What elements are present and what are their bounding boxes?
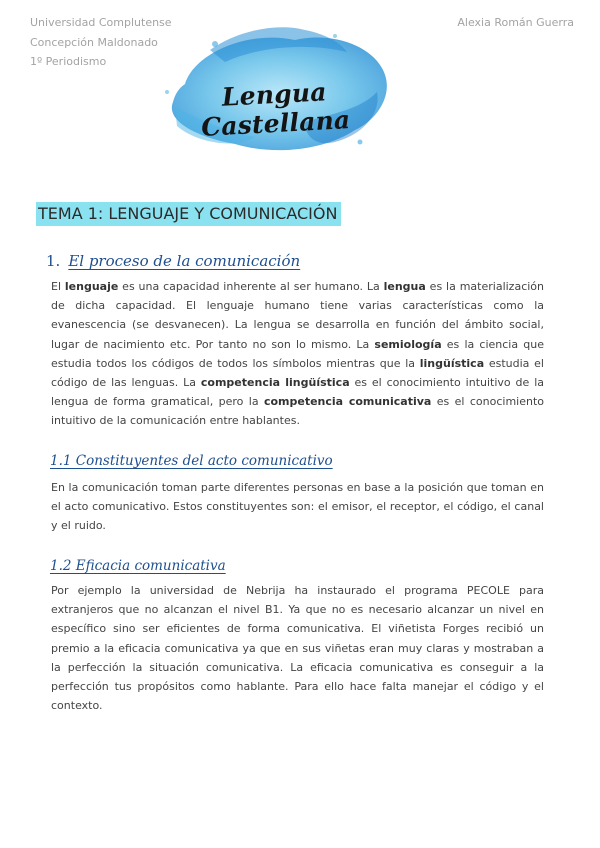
campus-name: Concepción Maldonado xyxy=(30,35,158,49)
author-name: Alexia Román Guerra xyxy=(457,16,574,29)
term-semiologia: semiología xyxy=(374,337,442,351)
subsection-paragraph-constituyentes: En la comunicación toman parte diferentes personas en base a la posición que toman en el acto comunicativo. Estos constituyentes son: el emisor, el receptor, el código, el canal y el ruido. xyxy=(51,481,544,533)
term-lenguaje: lenguaje xyxy=(64,280,119,293)
university-name: Universidad Complutense xyxy=(30,16,172,29)
subsection-paragraph-eficacia: Por ejemplo la universidad de Nebrija ha instaurado el programa PECOLE para extranjeros que no alcanzan el nivel B1. Ya que no es necesario alcanzar un nivel en específico sino ser eficientes de forma comunicativa. El viñetista Forges recibió un premio a la eficacia comunicativa ya que en sus viñetas eran muy claras y mostraban a la perfección la situación comunicativa. La eficacia comunicativa es conseguir a la perfección tus propósitos como hablante. Para ello hace falta manejar el código y el contexto. xyxy=(51,584,544,713)
section-paragraph: El lenguaje es una capacidad inherente al ser humano. La lengua es la materialización de dicha capacidad. El lenguaje humano tiene varias características como la evanescencia (se desvanecen). La lengua se desarrolla en función del ámbito social, lugar de nacimiento etc. Por tanto no son lo mismo. La semiología es la ciencia que estudia todos los códigos de todos los símbolos mientras que la lingüística estudia el código de las lenguas. La competencia lingüística es el conocimiento intuitivo de la lengua de forma gramatical, pero la competencia comunicativa es el conocimiento intuitivo de la comunicación entre hablantes. xyxy=(51,280,545,428)
header-left xyxy=(30,13,172,72)
term-lengua: lengua xyxy=(383,280,426,293)
term-competencia-linguistica: competencia lingüística xyxy=(200,376,350,390)
subsection-heading-constituyentes: 1.1 Constituyentes del acto comunicativo xyxy=(50,453,333,469)
subsection-heading-eficacia: 1.2 Eficacia comunicativa xyxy=(50,558,226,574)
course-name: 1º Periodismo xyxy=(30,55,107,68)
topic-title: TEMA 1: LENGUAJE Y COMUNICACIÓN xyxy=(36,202,341,226)
section-heading xyxy=(46,252,300,270)
term-competencia-comunicativa: competencia comunicativa xyxy=(263,395,432,409)
title-banner xyxy=(155,22,395,162)
term-linguistica: lingüística xyxy=(419,356,485,370)
banner-title: Lengua Castellana xyxy=(200,77,352,142)
section-title: El proceso de la comunicación xyxy=(68,252,301,270)
section-number: 1. xyxy=(46,252,61,270)
